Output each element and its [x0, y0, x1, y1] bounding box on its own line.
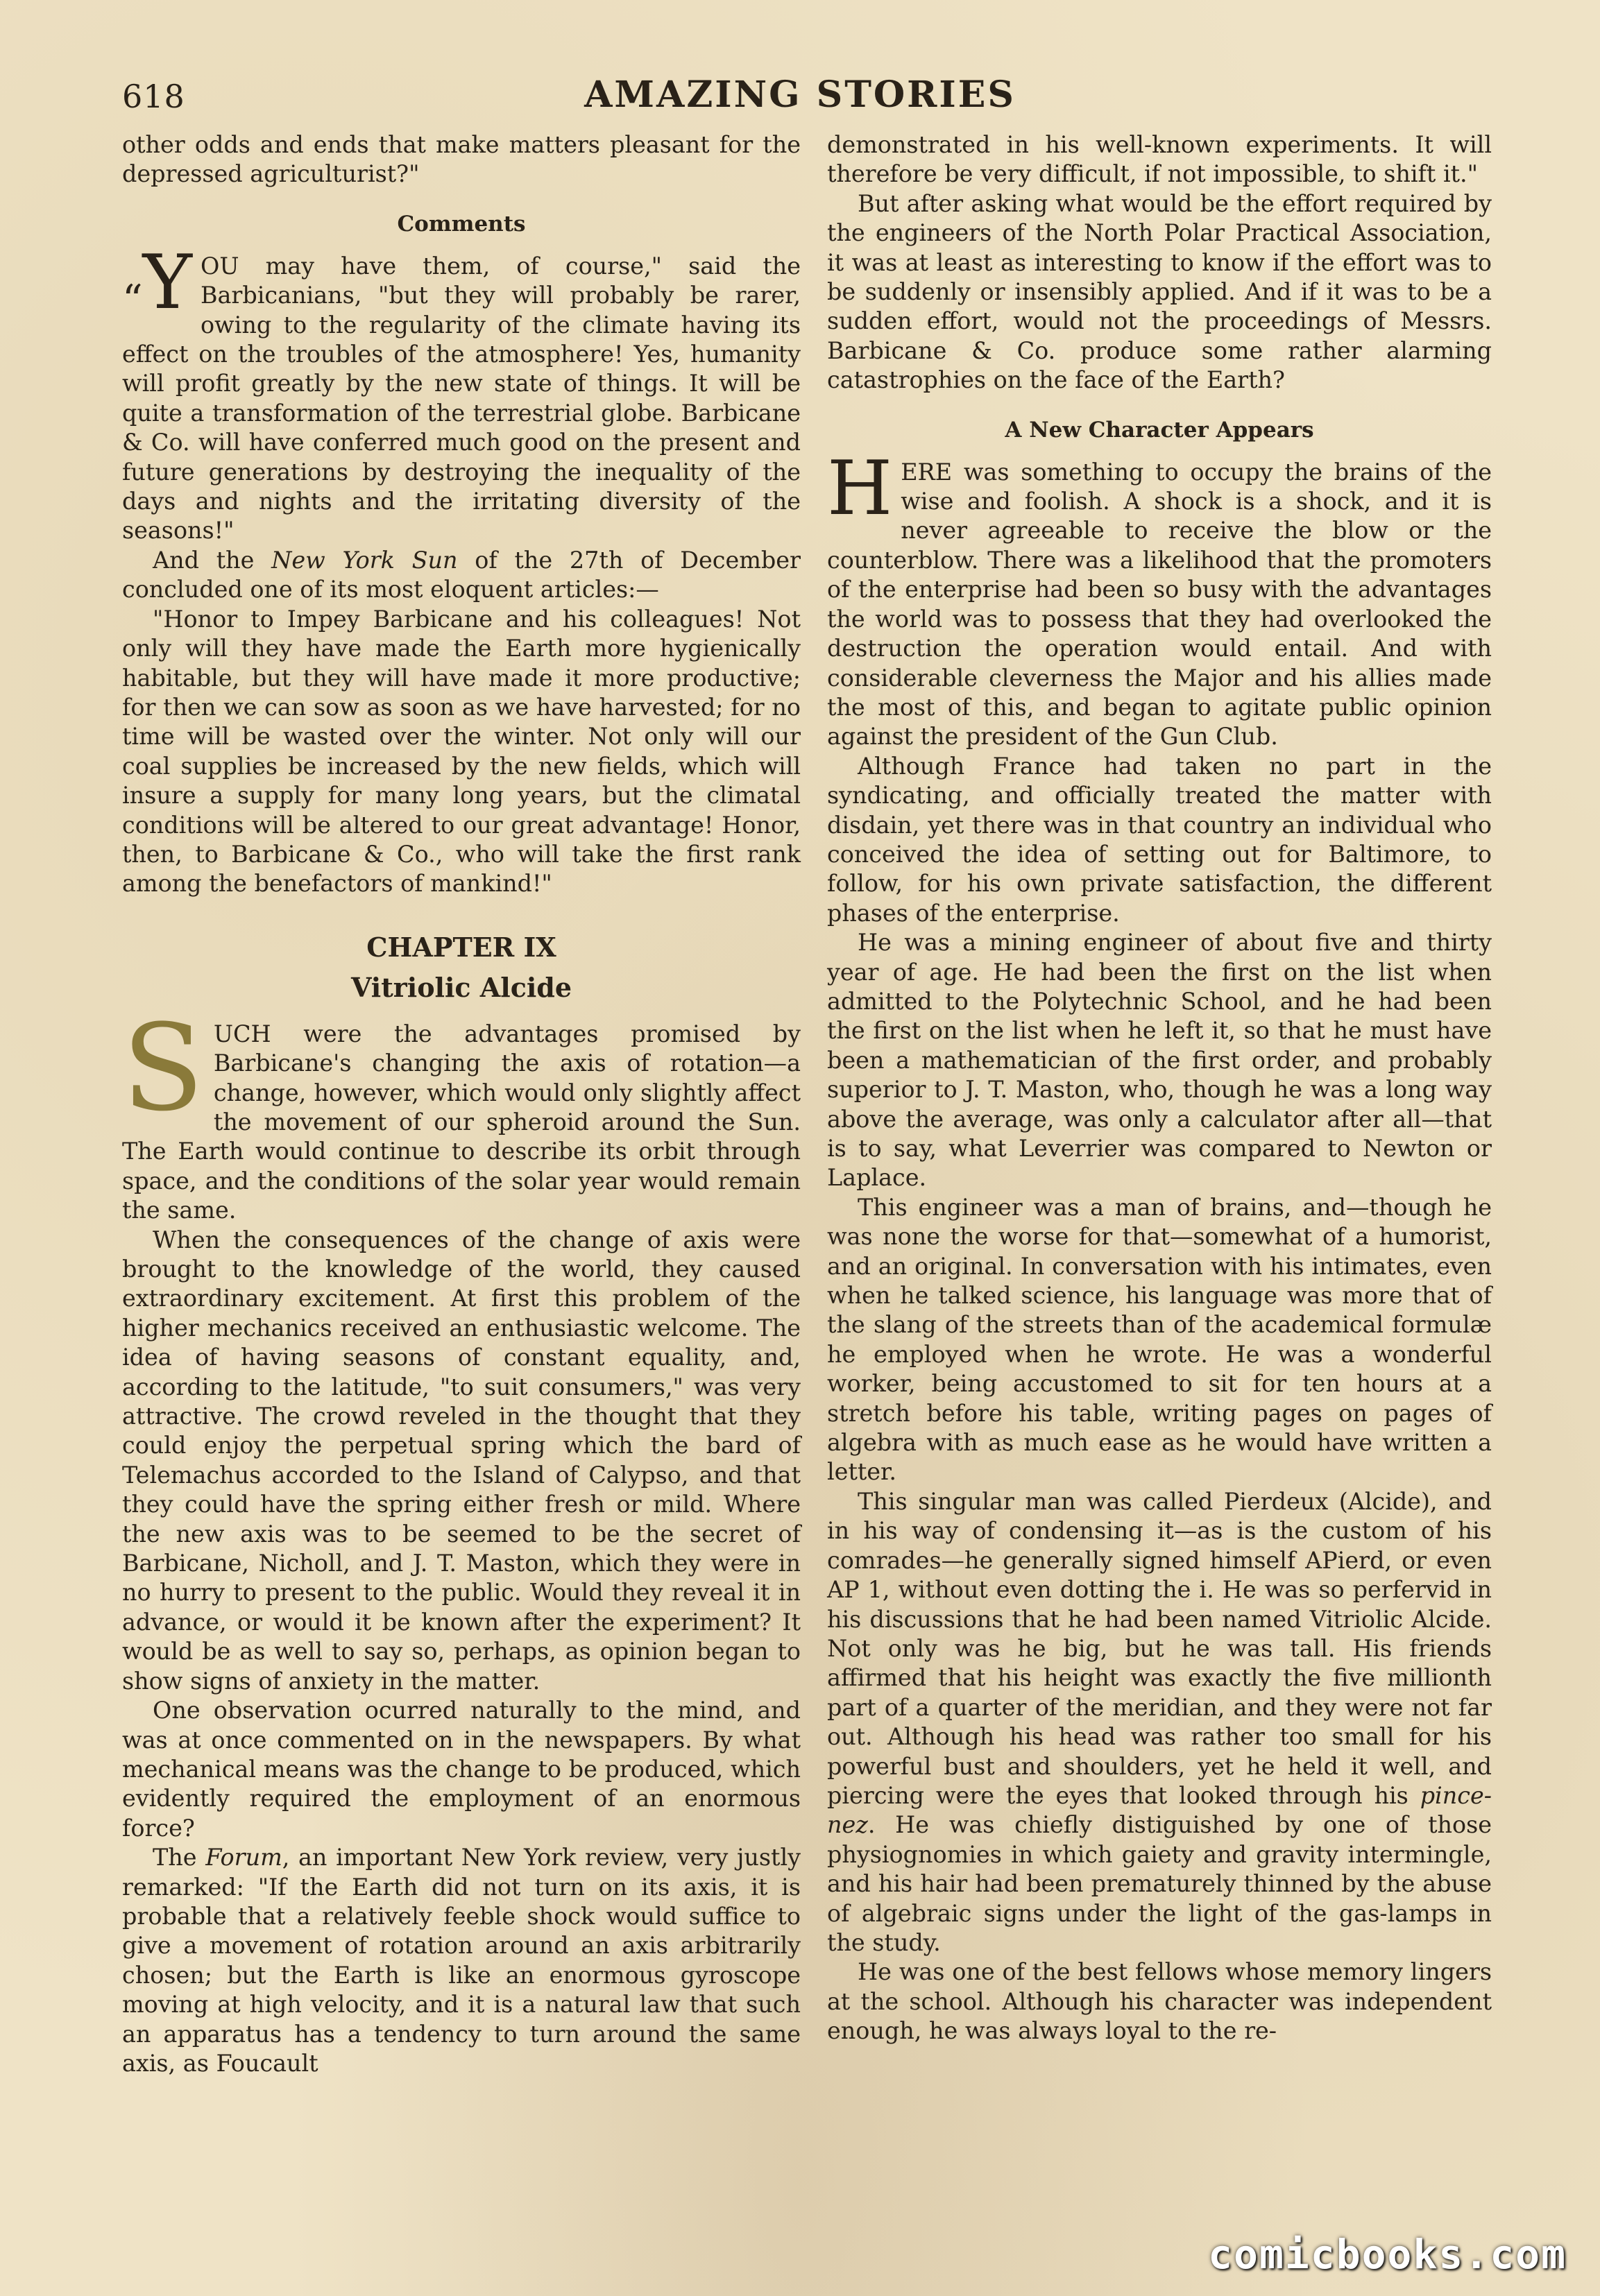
drop-cap-s: S — [122, 997, 204, 1138]
right-paragraph-1: But after asking what would be the effort required by the engineers of the North Polar Practical Association, it was at least as interesting to know if the effort was to be suddenly or insensibly applied. And if it was to be a sudden effort, would not the proceedings of Messrs. Barbicane & Co. produce some rather alarming catastrophies on the face of the Earth? — [827, 189, 1492, 394]
right-paragraph-2: HERE was something to occupy the brains of the wise and foolish. A shock is a shock, and it is never agreeable to receive the blow or the counterblow. There was a likelihood that the promoters of the enterprise had been so busy with the advantages the world was to possess that they had overlooked the destruction the operation would entail. And with considerable cleverness the Major and his allies made the most of this, and began to agitate public opinion against the president of the Gun Club. — [827, 445, 1492, 751]
left-paragraph-2: And the New York Sun of the 27th of December concluded one of its most eloquent articles:— — [122, 546, 801, 603]
right-column — [827, 130, 1492, 2046]
drop-cap-h: H — [827, 445, 893, 532]
left-paragraph-3: "Honor to Impey Barbicane and his colleagues! Not only will they have made the Earth more hygienically habitable, but they will have made it more productive; for then we can sow as soon as we have harvested; for no time will be wasted over the winter. Not only will our coal supplies be increased by the new fields, which will insure a supply for many long years, but the climatal conditions will be altered to our great advantage! Honor, then, to Barbicane & Co., who will take the first rank among the benefactors of mankind!" — [122, 605, 801, 898]
left-paragraph-6: One observation ocurred naturally to the mind, and was at once commented on in the newspapers. By what mechanical means was the change to be produced, which evidently required the employment of an enormous force? — [122, 1697, 801, 1842]
right-paragraph-0: demonstrated in his well-known experiments. It will therefore be very difficult, if not impossible, to shift it." — [827, 131, 1492, 188]
left-paragraph-7: The Forum, an important New York review, very justly remarked: "If the Earth did not turn on its axis, it is probable that a relatively feeble shock would suffice to give a movement of rotation around an axis arbitrarily chosen; but the Earth is like an enormous gyroscope moving at high velocity, and it is a natural law that such an apparatus has a tendency to turn around the same axis, as Foucault — [122, 1844, 801, 2077]
drop-cap-y: “Y — [122, 239, 192, 326]
watermark-logo: comicbooks.com — [1208, 2231, 1567, 2278]
chapter-title: Vitriolic Alcide — [350, 971, 572, 1003]
right-paragraph-3: Although France had taken no part in the syndicating, and officially treated the matter with disdain, yet there was in that country an individual who conceived the idea of setting out for Baltimore, to follow, for his own private satisfaction, the different phases of the enterprise. — [827, 752, 1492, 927]
left-column — [122, 130, 801, 2078]
left-paragraph-4: SUCH were the advantages promised by Barbicane's changing the axis of rotation—a change, however, which would only slightly affect the movement of our spheroid around the Sun. The Earth would continue to describe its orbit through space, and the conditions of the solar year would remain the same. — [122, 997, 801, 1224]
left-paragraph-0: other odds and ends that make matters pleasant for the depressed agriculturist?" — [122, 131, 801, 188]
running-head: AMAZING STORIES — [584, 74, 1016, 116]
subhead-new-character: A New Character Appears — [1005, 417, 1314, 443]
subhead-comments: Comments — [397, 211, 526, 237]
page-number: 618 — [122, 78, 185, 115]
chapter-number: CHAPTER IX — [366, 931, 556, 963]
right-paragraph-6: This singular man was called Pierdeux (Alcide), and in his way of condensing it—as is the custom of his comrades—he generally signed himself APierd, or even AP 1, without even dotting the i. He was so perfervid in his discussions that he had been named Vitriolic Alcide. Not only was he big, but he was tall. His friends affirmed that his height was exactly the five millionth part of a quarter of the meridian, and they were not far out. Although his head was rather too small for his powerful bust and shoulders, yet he held it well, and piercing were the eyes that looked through his pince-nez. He was chiefly distiguished by one of those physiognomies in which gaiety and gravity intermingle, and his hair had been prematurely thinned by the abuse of algebraic signs under the light of the gas-lamps in the study. — [827, 1487, 1492, 1956]
right-paragraph-4: He was a mining engineer of about five and thirty year of age. He had been the first on the list when admitted to the Polytechnic School, and he had been the first on the list when he left it, so that he must have been a mathematician of the first order, and probably superior to J. T. Maston, who, though he was a long way above the average, was only a calculator after all—that is to say, what Leverrier was compared to Newton or Laplace. — [827, 929, 1492, 1192]
left-paragraph-1: “Y OU may have them, of course," said the Barbicanians, "but they will probably be rarer, owing to the regularity of the climate having its effect on the troubles of the atmosphere! Yes, humanity will profit greatly by the new state of things. It will be quite a transformation of the terrestrial globe. Barbicane & Co. will have conferred much good on the present and future generations by destroying the inequality of the days and nights and the irritating diversity of the seasons!" — [122, 239, 801, 545]
right-paragraph-7: He was one of the best fellows whose memory lingers at the school. Although his character was independent enough, he was always loyal to the re- — [827, 1958, 1492, 2045]
left-paragraph-5: When the consequences of the change of axis were brought to the knowledge of the world, they caused extraordinary excitement. At first this problem of the higher mechanics received an enthusiastic welcome. The idea of having seasons of constant equality, and, according to the latitude, "to suit consumers," was very attractive. The crowd reveled in the thought that they could enjoy the perpetual spring which the bard of Telemachus accorded to the Island of Calypso, and that they could have the spring either fresh or mild. Where the new axis was to be seemed to be the secret of Barbicane, Nicholl, and J. T. Maston, which they were in no hurry to present to the public. Would they reveal it in advance, or would it be known after the experiment? It would be as well to say so, perhaps, as opinion began to show signs of anxiety in the matter. — [122, 1226, 801, 1695]
right-paragraph-5: This engineer was a man of brains, and—though he was none the worse for that—somewhat of a humorist, and an original. In conversation with his intimates, even when he talked science, his language was more that of the slang of the streets than of the academical formulæ he employed when he wrote. He was a wonderful worker, being accustomed to sit for ten hours at a stretch before his table, writing pages on pages of algebra with as much ease as he would have written a letter. — [827, 1193, 1492, 1486]
